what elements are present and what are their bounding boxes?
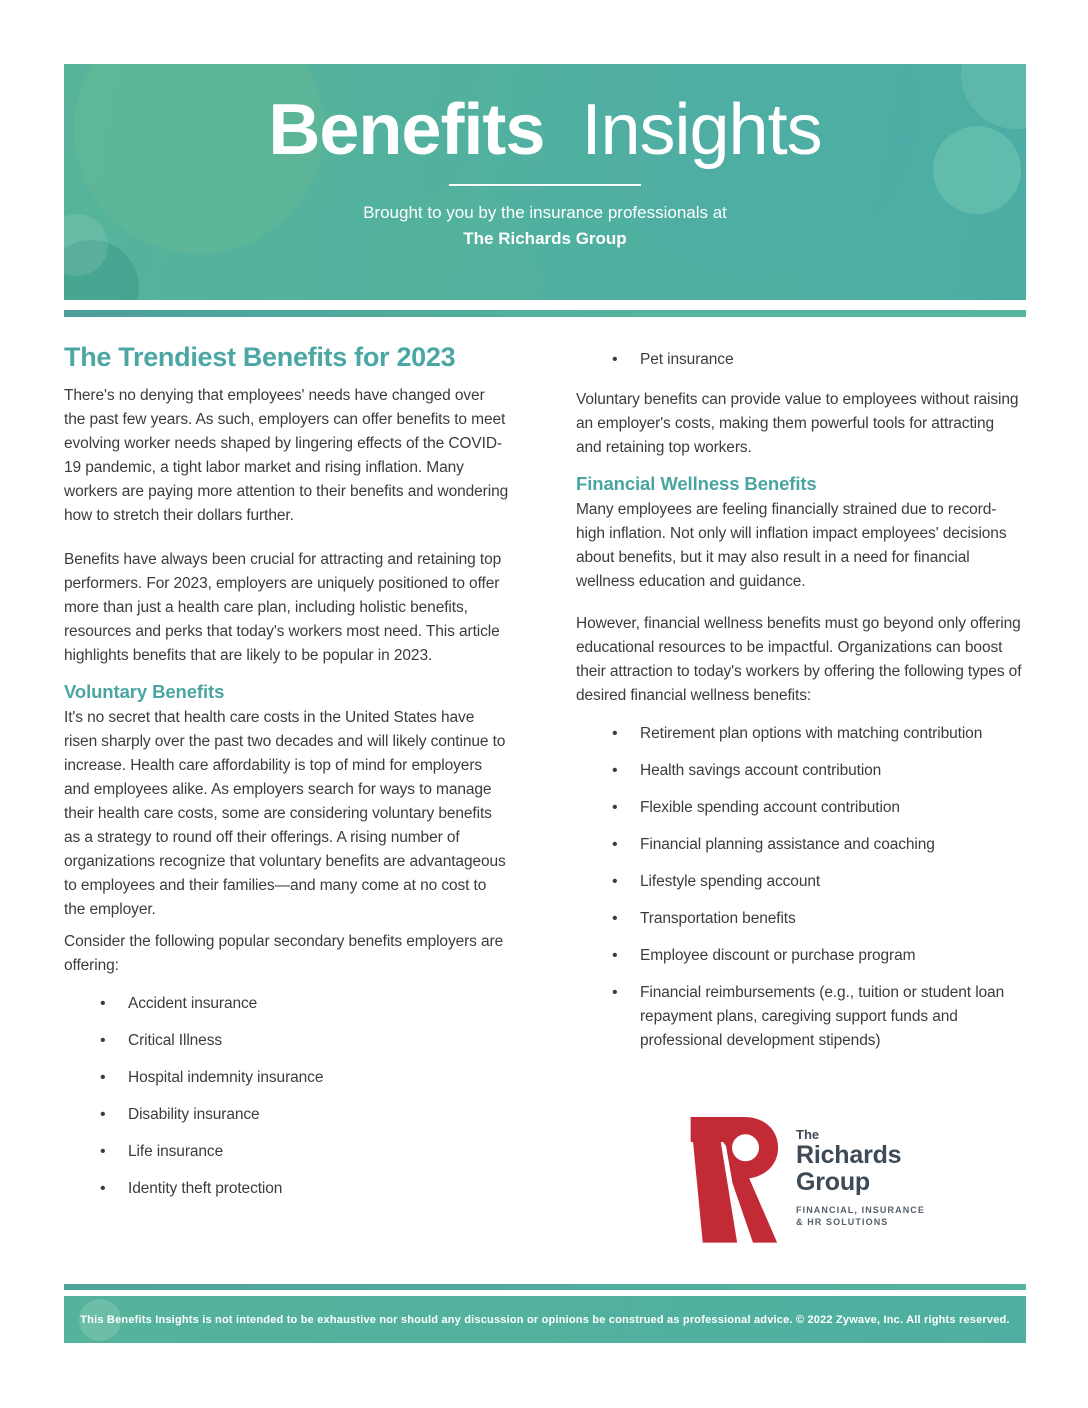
footer-divider-rule bbox=[64, 1284, 1026, 1290]
list-item: • Financial reimbursements (e.g., tuition or student loan repayment plans, caregiving support funds and professional development stipends) bbox=[576, 981, 1022, 1053]
logo-tagline bbox=[796, 1204, 925, 1228]
list-item: • Pet insurance bbox=[576, 348, 1022, 372]
logo-the: The bbox=[796, 1127, 820, 1142]
voluntary-benefits-closing-paragraph: Voluntary benefits can provide value to employees without raising an employer's costs, making them powerful tools for attracting and retaining top workers. bbox=[576, 391, 1019, 456]
header-divider-rule bbox=[64, 310, 1026, 317]
financial-wellness-paragraph-2: However, financial wellness benefits must go beyond only offering educational resources to be impactful. Organizations can boost their attraction to today's workers by offering the following types of desired financial wellness benefits: bbox=[576, 615, 1022, 704]
title-underline bbox=[449, 184, 641, 186]
voluntary-benefits-list bbox=[64, 992, 510, 1201]
logo-tagline-line1: FINANCIAL, INSURANCE bbox=[796, 1205, 925, 1215]
list-item: • Identity theft protection bbox=[64, 1177, 510, 1201]
footer-disclaimer-text: This Benefits Insights is not intended to be exhaustive nor should any discussion or opinions be construed as professional advice. © 2022 Zywave, Inc. All rights reserved. bbox=[80, 1313, 1010, 1326]
list-item: • Retirement plan options with matching contribution bbox=[576, 722, 1022, 746]
list-item: • Disability insurance bbox=[64, 1103, 510, 1127]
logo-name-line1: Richards bbox=[796, 1141, 902, 1169]
list-item: • Life insurance bbox=[64, 1140, 510, 1164]
consider-paragraph: Consider the following popular secondary benefits employers are offering: bbox=[64, 933, 504, 974]
footer-disclaimer-band bbox=[64, 1296, 1026, 1343]
left-column bbox=[64, 340, 510, 1214]
newsletter-title-light: Insights bbox=[581, 90, 822, 170]
list-item: • Financial planning assistance and coaching bbox=[576, 833, 1022, 857]
voluntary-benefits-paragraph: It's no secret that health care costs in the United States have risen sharply over the past two decades and will likely continue to increase. Health care affordability is top of mind for employers and employees alike. As employers search for ways to manage their health care costs, some are considering voluntary benefits as a strategy to round off their offerings. A rising number of organizations recognize that voluntary benefits are advantageous to employees and their families—and many come at no cost to the employer. bbox=[64, 709, 506, 918]
financial-wellness-list bbox=[576, 722, 1022, 1053]
newsletter-title bbox=[64, 88, 1026, 172]
section-heading-financial-wellness: Financial Wellness Benefits bbox=[576, 473, 817, 494]
banner-organization: The Richards Group bbox=[463, 229, 627, 248]
list-item: • Lifestyle spending account bbox=[576, 870, 1022, 894]
richards-group-logo bbox=[686, 1112, 925, 1243]
right-column bbox=[576, 340, 1022, 1066]
richards-group-r-mark-icon bbox=[686, 1112, 779, 1243]
voluntary-benefits-list-continued bbox=[576, 348, 1022, 372]
list-item: • Accident insurance bbox=[64, 992, 510, 1016]
list-item: • Critical Illness bbox=[64, 1029, 510, 1053]
intro-paragraph-2: Benefits have always been crucial for attracting and retaining top performers. For 2023, employers are uniquely positioned to offer more than just a health care plan, including holistic benefits, resources and perks that today's workers most need. This article highlights benefits that are likely to be popular in 2023. bbox=[64, 551, 502, 664]
banner-subtitle: Brought to you by the insurance professionals at bbox=[363, 203, 727, 222]
logo-tagline-line2: & HR SOLUTIONS bbox=[796, 1217, 889, 1227]
richards-group-wordmark bbox=[796, 1112, 925, 1228]
article-title: The Trendiest Benefits for 2023 bbox=[64, 342, 456, 372]
list-item: • Hospital indemnity insurance bbox=[64, 1066, 510, 1090]
newsletter-title-bold: Benefits bbox=[268, 90, 545, 170]
intro-paragraph-1: There's no denying that employees' needs have changed over the past few years. As such, employers can offer benefits to meet evolving worker needs shaped by lingering effects of the COVID-19 pandemic, a tight labor market and rising inflation. Many workers are paying more attention to their benefits and wondering how to stretch their dollars further. bbox=[64, 387, 509, 524]
financial-wellness-paragraph-1: Many employees are feeling financially strained due to record-high inflation. Not only will inflation impact employees' decisions about benefits, but it may also result in a need for financial wellness education and guidance. bbox=[576, 501, 1007, 590]
section-heading-voluntary-benefits: Voluntary Benefits bbox=[64, 681, 225, 702]
list-item: • Transportation benefits bbox=[576, 907, 1022, 931]
header-banner bbox=[64, 64, 1026, 300]
list-item: • Health savings account contribution bbox=[576, 759, 1022, 783]
list-item: • Employee discount or purchase program bbox=[576, 944, 1022, 968]
list-item: • Flexible spending account contribution bbox=[576, 796, 1022, 820]
logo-name-line2: Group bbox=[796, 1168, 870, 1196]
